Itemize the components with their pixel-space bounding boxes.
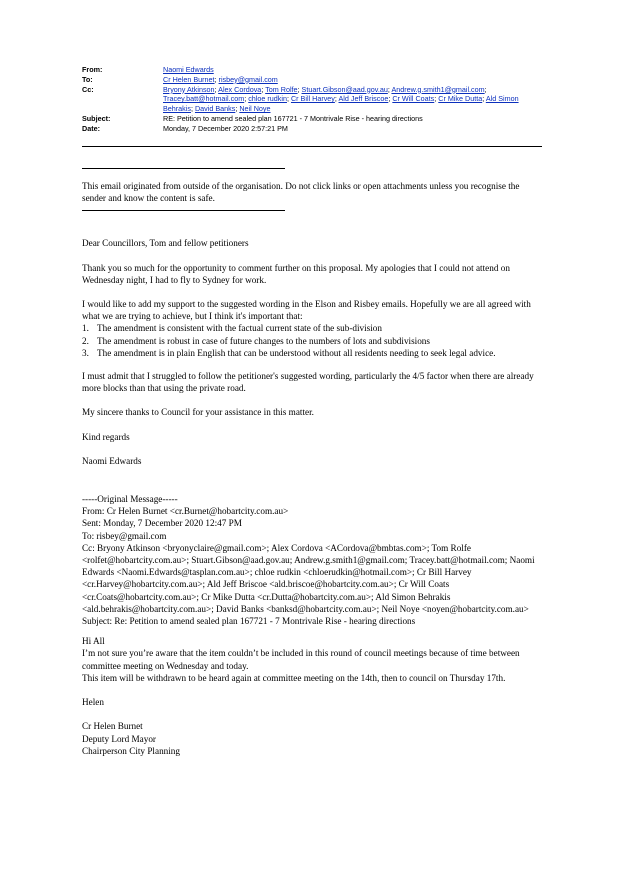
cc-link[interactable]: Tracey.batt@hotmail.com [163,94,245,104]
cc-link[interactable]: chloe rudkin [248,94,287,104]
to-link[interactable]: Cr Helen Burnet [163,74,215,84]
to-row: To: Cr Helen Burnet; risbey@gmail.com [82,74,278,84]
list-text: The amendment is consistent with the factual current state of the sub-division [97,323,382,334]
cc-link[interactable]: Cr Bill Harvey [290,94,335,104]
email-header [82,65,542,134]
cc-link[interactable]: Cr Mike Dutta [438,94,483,104]
to-label: To: [82,74,93,84]
cc-link[interactable]: Bryony Atkinson [163,84,215,94]
list-text: The amendment is robust in case of future changes to the numbers of lots and subdivisions [97,335,430,346]
cc-link[interactable]: Andrew.g.smith1@gmail.com [391,84,485,94]
paragraph: Thank you so much for the opportunity to comment further on this proposal. My apologies that I could not attend on Wednesday night, I had to fly to Sydney for work. [82,262,510,285]
original-signoff: Helen [82,697,104,708]
email-body [82,168,542,757]
cc-link[interactable]: Ald Simon Behrakis [163,94,519,114]
subject-label: Subject: [82,113,111,123]
from-link[interactable]: Naomi Edwards [163,65,214,74]
paragraph: My sincere thanks to Council for your assistance in this matter. [82,407,314,418]
from-label: From: [82,65,103,74]
list-number: 3. [82,347,89,358]
subject-row [82,114,542,124]
closing: Kind regards [82,431,130,442]
cc-label: Cc: [82,84,94,94]
warning-rule-bottom [82,210,285,211]
cc-link[interactable]: Alex Cordova [218,84,262,94]
original-sent: Sent: Monday, 7 December 2020 12:47 PM [82,518,242,529]
date-value: Monday, 7 December 2020 2:57:21 PM [163,123,288,133]
cc-link[interactable]: Stuart.Gibson@aad.gov.au [301,84,388,94]
from-row [82,65,542,75]
original-signature-title: Deputy Lord Mayor [82,733,156,744]
cc-link[interactable]: Ald Jeff Briscoe [338,94,389,104]
original-signature-title: Chairperson City Planning [82,745,180,756]
original-subject: Subject: Re: Petition to amend sealed plan 167721 - 7 Montrivale Rise - hearing directions [82,616,416,627]
cc-list: Bryony Atkinson; Alex Cordova; Tom Rolfe; Stuart.Gibson@aad.gov.au; Andrew.g.smith1@gmail.com; Tracey.batt@hotmail.com; chloe rudkin; Cr Bill Harvey; Ald Jeff Briscoe; Cr Will Coats; Cr Mike Dutta; Ald Simon Behrakis; David Banks; Neil Noye [163,84,519,114]
original-to: To: risbey@gmail.com [82,530,167,541]
cc-link[interactable]: Neil Noye [239,104,271,114]
date-label: Date: [82,123,100,133]
header-divider [82,146,542,147]
paragraph: I must admit that I struggled to follow the petitioner's suggested wording, particularly the 4/5 factor when there are already more blocks than that using the private road. [82,371,534,394]
original-paragraph: I’m not sure you’re aware that the item couldn’t be included in this round of council meetings because of time between committee meeting on Wednesday and today. [82,648,520,671]
original-paragraph: This item will be withdrawn to be heard again at committee meeting on the 14th, then to council on Thursday 17th. [82,672,506,683]
original-greeting: Hi All [82,636,105,647]
subject-value: RE: Petition to amend sealed plan 167721 - 7 Montrivale Rise - hearing directions [163,113,423,123]
cc-link[interactable]: Tom Rolfe [265,84,298,94]
original-signature-name: Cr Helen Burnet [82,721,143,732]
to-link[interactable]: risbey@gmail.com [218,74,278,84]
list-number: 1. [82,323,89,334]
list-item [82,322,542,334]
list-number: 2. [82,335,89,346]
paragraph: I would like to add my support to the suggested wording in the Elson and Risbey emails. Hopefully we are all agreed with what we are trying to achieve, but I think it's important that: [82,299,531,322]
warning-rule-top [82,168,285,169]
list-item [82,347,542,359]
list-text: The amendment is in plain English that can be understood without all residents needing to seek legal advice. [97,347,496,358]
original-message-divider: -----Original Message----- [82,494,178,505]
original-from: From: Cr Helen Burnet <cr.Burnet@hobartcity.com.au> [82,506,289,517]
external-warning: This email originated from outside of the organisation. Do not click links or open attachments unless you recognise the sender and know the content is safe. [82,181,520,204]
signature-name: Naomi Edwards [82,455,142,466]
cc-row [82,85,542,114]
list-item [82,335,542,347]
requirements-list [82,322,542,359]
greeting: Dear Councillors, Tom and fellow petitioners [82,238,249,249]
cc-link[interactable]: Cr Will Coats [392,94,435,104]
cc-link[interactable]: David Banks [194,104,236,114]
date-row [82,124,542,134]
original-cc: Cc: Bryony Atkinson <bryonyclaire@gmail.com>; Alex Cordova <ACordova@bmbtas.com>; Tom Rolfe <rolfet@hobartcity.com.au>; Stuart.Gibson@aad.gov.au; Andrew.g.smith1@gmail.com; Tracey.batt@hotmail.com; Naomi Edwards <Naomi.Edwards@tasplan.com.au>; chloe rudkin <chloerudkin@hotmail.com>; Cr Bill Harvey <cr.Harvey@hobartcity.com.au>; Ald Jeff Briscoe <ald.briscoe@hobartcity.com.au>; Cr Will Coats <cr.Coats@hobartcity.com.au>; Cr Mike Dutta <cr.Dutta@hobartcity.com.au>; Ald Simon Behrakis <ald.behrakis@hobartcity.com.au>; David Banks <banksd@hobartcity.com.au>; Neil Noye <noyen@hobartcity.com.au> [82,542,535,614]
